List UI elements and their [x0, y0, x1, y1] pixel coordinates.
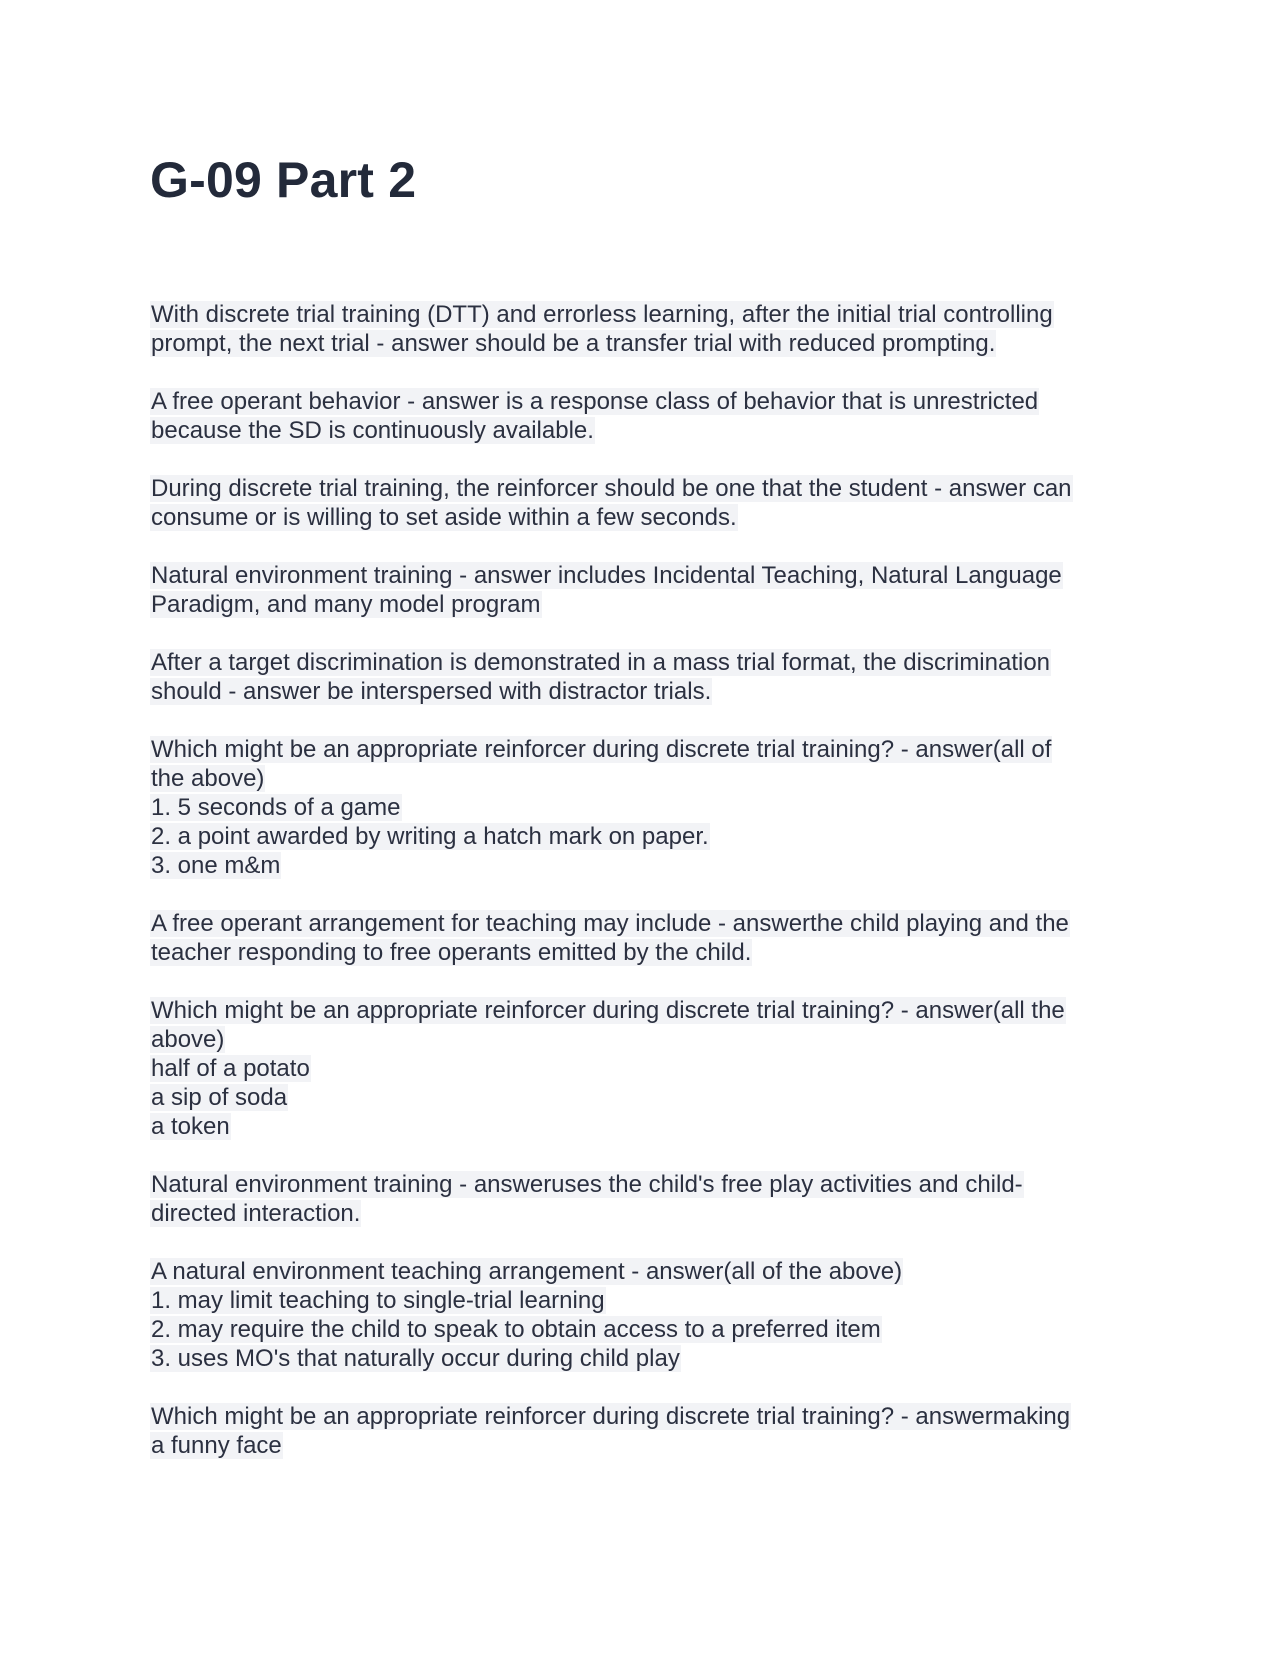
qa-entry-line: [150, 416, 1130, 445]
qa-entry-text: teacher responding to free operants emitted by the child.: [151, 939, 752, 966]
qa-entry-text: A natural environment teaching arrangement - answer(all of the above): [151, 1258, 903, 1285]
qa-entry-line: [150, 1025, 1130, 1054]
qa-entry-text: 3. one m&m: [151, 852, 281, 879]
document-page: [150, 148, 1130, 1489]
qa-entry-text: directed interaction.: [151, 1200, 361, 1227]
qa-entry-line: [150, 1170, 1130, 1199]
qa-entry-line: [150, 503, 1130, 532]
page-title: G-09 Part 2: [150, 152, 417, 208]
qa-entry-text: 1. 5 seconds of a game: [151, 794, 401, 821]
qa-entry-line: [150, 1402, 1130, 1431]
qa-entry-line: [150, 474, 1130, 503]
qa-entry: [150, 561, 1130, 619]
qa-entry-text: consume or is willing to set aside within a few seconds.: [151, 504, 737, 531]
qa-entry: [150, 735, 1130, 880]
qa-entry-line: [150, 300, 1130, 329]
qa-entry: [150, 996, 1130, 1141]
qa-entry-text: With discrete trial training (DTT) and errorless learning, after the initial trial controlling: [151, 301, 1053, 328]
qa-entry-line: [150, 996, 1130, 1025]
qa-entry-text: half of a potato: [151, 1055, 310, 1082]
qa-entry-text: a token: [151, 1113, 230, 1140]
qa-entry-text: During discrete trial training, the reinforcer should be one that the student - answer can: [151, 475, 1072, 502]
qa-entry-line: [150, 735, 1130, 764]
qa-entry-line: [150, 1083, 1130, 1112]
qa-entry-text: Natural environment training - answeruses the child's free play activities and child-: [151, 1171, 1023, 1198]
qa-entry-text: prompt, the next trial - answer should be a transfer trial with reduced prompting.: [151, 330, 996, 357]
qa-entry-line: [150, 561, 1130, 590]
qa-entry-text: A free operant behavior - answer is a response class of behavior that is unrestricted: [151, 388, 1039, 415]
qa-entry-text: After a target discrimination is demonstrated in a mass trial format, the discrimination: [151, 649, 1051, 676]
qa-entry-text: Which might be an appropriate reinforcer during discrete trial training? - answer(all the: [151, 997, 1065, 1024]
qa-entry-line: [150, 1315, 1130, 1344]
qa-entry-text: Paradigm, and many model program: [151, 591, 541, 618]
qa-entry: [150, 648, 1130, 706]
qa-entry-line: [150, 677, 1130, 706]
qa-entry-text: Natural environment training - answer includes Incidental Teaching, Natural Language: [151, 562, 1062, 589]
qa-entry-text: should - answer be interspersed with distractor trials.: [151, 678, 712, 705]
qa-entry: [150, 1170, 1130, 1228]
qa-entry-text: 3. uses MO's that naturally occur during child play: [151, 1345, 680, 1372]
qa-entry-text: Which might be an appropriate reinforcer during discrete trial training? - answermaking: [151, 1403, 1071, 1430]
qa-entry-text: 1. may limit teaching to single-trial learning: [151, 1287, 605, 1314]
qa-entry: [150, 909, 1130, 967]
qa-entry-line: [150, 793, 1130, 822]
qa-entry: [150, 474, 1130, 532]
qa-entry-line: [150, 909, 1130, 938]
qa-entry-line: [150, 938, 1130, 967]
qa-entry: [150, 1257, 1130, 1373]
qa-entry-line: [150, 329, 1130, 358]
qa-entry-line: [150, 1257, 1130, 1286]
qa-entry-line: [150, 1199, 1130, 1228]
qa-entry-line: [150, 387, 1130, 416]
qa-entry-line: [150, 851, 1130, 880]
qa-entry-line: [150, 1112, 1130, 1141]
qa-entry: [150, 387, 1130, 445]
qa-entry-list: [150, 300, 1130, 1460]
qa-entry-line: [150, 764, 1130, 793]
qa-entry-text: because the SD is continuously available.: [151, 417, 594, 444]
qa-entry: [150, 300, 1130, 358]
qa-entry-line: [150, 1344, 1130, 1373]
qa-entry: [150, 1402, 1130, 1460]
qa-entry-line: [150, 590, 1130, 619]
qa-entry-line: [150, 1286, 1130, 1315]
qa-entry-text: Which might be an appropriate reinforcer during discrete trial training? - answer(all of: [151, 736, 1052, 763]
qa-entry-text: above): [151, 1026, 225, 1053]
qa-entry-line: [150, 1431, 1130, 1460]
qa-entry-text: 2. may require the child to speak to obtain access to a preferred item: [151, 1316, 881, 1343]
qa-entry-line: [150, 648, 1130, 677]
qa-entry-text: 2. a point awarded by writing a hatch mark on paper.: [151, 823, 709, 850]
qa-entry-line: [150, 822, 1130, 851]
qa-entry-text: the above): [151, 765, 265, 792]
qa-entry-text: A free operant arrangement for teaching may include - answerthe child playing and the: [151, 910, 1069, 937]
qa-entry-line: [150, 1054, 1130, 1083]
qa-entry-text: a funny face: [151, 1432, 282, 1459]
qa-entry-text: a sip of soda: [151, 1084, 288, 1111]
